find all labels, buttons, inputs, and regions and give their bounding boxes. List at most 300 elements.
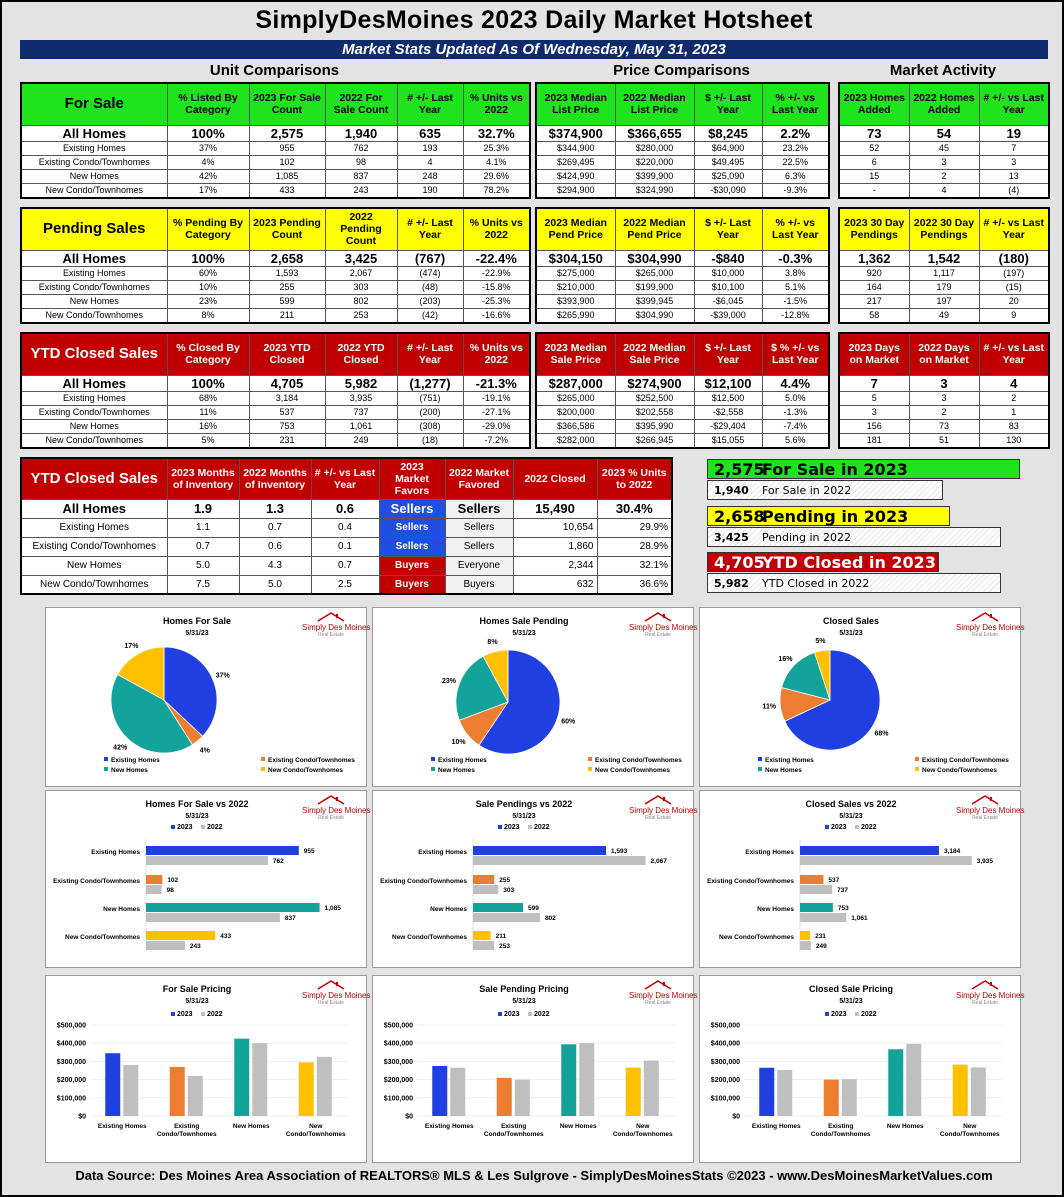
summary-bar	[707, 552, 939, 572]
pending-unit-table-header: Pending Sales	[21, 208, 167, 250]
table-cell: 1,362	[839, 250, 909, 266]
chart-svg	[373, 791, 698, 969]
table-cell: Sellers	[445, 499, 513, 518]
y-tick-label: $100,000	[710, 1095, 740, 1103]
table-cell: 2.5	[311, 575, 379, 594]
table-cell: 197	[909, 294, 979, 308]
table-cell: 68%	[167, 391, 249, 405]
bar-2023	[105, 1053, 120, 1116]
pending-unit-table-header: % Pending By Category	[167, 208, 249, 250]
table-cell: 5.0	[239, 575, 311, 594]
table-cell: 2,344	[513, 556, 597, 575]
table-cell: New Homes	[21, 419, 167, 433]
table-cell: 249	[325, 433, 397, 448]
chart-panel	[699, 790, 1025, 968]
table-cell: 15,490	[513, 499, 597, 518]
bar-data-label: 303	[503, 887, 515, 894]
category-label: Existing Homes	[751, 1123, 801, 1130]
table-cell: Everyone	[445, 556, 513, 575]
for_sale-price-table-header: $ +/- Last Year	[694, 83, 762, 125]
table-row	[21, 375, 530, 391]
logo-sub: Real Estate	[972, 815, 998, 821]
legend-swatch	[855, 1012, 859, 1016]
logo-name: Simply Des Moines	[956, 991, 1025, 1000]
market-favors-badge: Buyers	[379, 556, 445, 575]
legend-label: Existing Condo/Townhomes	[595, 757, 682, 764]
pie-data-label: 60%	[561, 718, 576, 726]
pie-data-label: 23%	[441, 677, 456, 685]
table-cell: 7	[839, 375, 909, 391]
table-cell: $344,900	[536, 141, 615, 155]
pending-activity-table	[838, 207, 1050, 324]
chart-svg	[373, 976, 698, 1164]
summary-value: 1,940	[714, 484, 749, 497]
category-label: Existing Condo/Townhomes	[156, 1123, 217, 1138]
legend-label: 2022	[861, 824, 877, 831]
table-row	[839, 155, 1049, 169]
table-cell: -19.1%	[463, 391, 530, 405]
table-row	[21, 141, 530, 155]
bar-data-label: 2,067	[650, 858, 667, 865]
y-tick-label: $500,000	[56, 1022, 86, 1030]
table-cell: $12,500	[694, 391, 762, 405]
logo-name: Simply Des Moines	[956, 623, 1025, 632]
table-row	[536, 280, 829, 294]
legend-swatch	[758, 767, 762, 771]
table-cell: 537	[249, 405, 325, 419]
table-cell: -9.3%	[762, 183, 829, 198]
legend-swatch	[201, 825, 205, 829]
table-cell: 231	[249, 433, 325, 448]
closed-unit-table-header: % Units vs 2022	[463, 333, 530, 375]
logo-sub: Real Estate	[645, 632, 671, 638]
closed-unit-table-header: 2022 YTD Closed	[325, 333, 397, 375]
table-cell: Sellers	[445, 537, 513, 556]
legend-label: 2023	[177, 1011, 193, 1018]
pie-data-label: 5%	[815, 637, 826, 645]
table-cell: 4	[909, 183, 979, 198]
table-cell: 2	[909, 169, 979, 183]
inventory-header: 2022 Months of Inventory	[239, 458, 311, 499]
legend-swatch	[528, 825, 532, 829]
market-favors-badge: Sellers	[379, 499, 445, 518]
table-cell: -15.8%	[463, 280, 530, 294]
chart-subtitle: 5/31/23	[185, 998, 209, 1005]
table-cell: 13	[979, 169, 1049, 183]
table-cell: $220,000	[615, 155, 694, 169]
chart-panel	[372, 975, 698, 1163]
logo-sub: Real Estate	[645, 1000, 671, 1006]
table-cell: (308)	[397, 419, 463, 433]
table-cell: 4	[397, 155, 463, 169]
legend-swatch	[915, 757, 919, 761]
closed-activity-table-header: 2022 Days on Market	[909, 333, 979, 375]
table-cell: $202,558	[615, 405, 694, 419]
table-cell: 49	[909, 308, 979, 323]
y-tick-label: $300,000	[56, 1058, 86, 1066]
table-cell: -$29,404	[694, 419, 762, 433]
chart-subtitle: 5/31/23	[839, 813, 863, 820]
table-row	[839, 308, 1049, 323]
bar-data-label: 231	[815, 933, 826, 940]
bar-2022	[450, 1068, 465, 1116]
category-label: Existing Condo/Townhomes	[483, 1123, 544, 1138]
legend-label: New Homes	[765, 767, 802, 774]
chart-panel	[372, 790, 698, 968]
summary-bar	[707, 459, 1020, 479]
bar-2023	[234, 1039, 249, 1116]
bar-data-label: 537	[828, 877, 840, 884]
table-row	[21, 308, 530, 323]
table-cell: $200,000	[536, 405, 615, 419]
table-cell: 3	[909, 155, 979, 169]
pie-data-label: 4%	[199, 747, 210, 755]
category-label: New Homes	[103, 906, 140, 913]
closed-price-table	[535, 332, 830, 449]
table-row	[536, 250, 829, 266]
table-cell: 0.7	[167, 537, 239, 556]
table-row	[21, 125, 530, 141]
table-cell: 1.9	[167, 499, 239, 518]
table-cell: New Condo/Townhomes	[21, 433, 167, 448]
for_sale-price-table-header: 2022 Median List Price	[615, 83, 694, 125]
bar-2023	[473, 903, 523, 912]
table-cell: (180)	[979, 250, 1049, 266]
table-cell: -1.5%	[762, 294, 829, 308]
logo-sub: Real Estate	[972, 632, 998, 638]
bar-2022	[800, 941, 811, 950]
inventory-header: 2022 Closed	[513, 458, 597, 499]
for_sale-activity-table	[838, 82, 1050, 199]
table-cell: 10%	[167, 280, 249, 294]
pending-unit-table	[20, 207, 531, 324]
y-tick-label: $500,000	[383, 1022, 413, 1030]
table-cell: 22.5%	[762, 155, 829, 169]
for_sale-price-table-header: 2023 Median List Price	[536, 83, 615, 125]
pending-price-table	[535, 207, 830, 324]
legend-swatch	[528, 1012, 532, 1016]
bar-data-label: 249	[815, 943, 827, 950]
bar-2023	[824, 1080, 839, 1116]
table-cell: $210,000	[536, 280, 615, 294]
inventory-header: # +/- vs Last Year	[311, 458, 379, 499]
table-row	[21, 155, 530, 169]
table-cell: All Homes	[21, 375, 167, 391]
pending-activity-table-header: 2023 30 Day Pendings	[839, 208, 909, 250]
chart-subtitle: 5/31/23	[839, 630, 863, 637]
bar-2023	[561, 1044, 576, 1116]
closed-price-table-header: $ % +/- vs Last Year	[762, 333, 829, 375]
table-cell: (767)	[397, 250, 463, 266]
chart-title: Closed Sales	[822, 616, 880, 626]
table-cell: 6	[839, 155, 909, 169]
bar-data-label: 802	[544, 915, 556, 922]
category-label: Existing Condo/Townhomes	[707, 878, 794, 885]
table-row	[21, 499, 672, 518]
table-cell: 753	[249, 419, 325, 433]
closed-activity-table	[838, 332, 1050, 449]
data-source-footer: Data Source: Des Moines Area Association of REALTORS® MLS & Les Sulgrove - SimplyDesMoinesStats ©2023 - www.DesMoinesMarketValues.com	[75, 1168, 993, 1183]
table-cell: (4)	[979, 183, 1049, 198]
table-cell: 32.7%	[463, 125, 530, 141]
category-label: New Homes	[757, 906, 794, 913]
inventory-table	[20, 457, 673, 595]
legend-label: Existing Homes	[438, 757, 487, 764]
legend-label: 2023	[831, 824, 847, 831]
table-cell: 29.9%	[597, 518, 672, 537]
legend-label: New Condo/Townhomes	[595, 767, 670, 774]
table-row	[536, 183, 829, 198]
bar-2023	[473, 846, 606, 855]
table-cell: 10,654	[513, 518, 597, 537]
table-cell: 25.3%	[463, 141, 530, 155]
pending-price-table-header: 2022 Median Pend Price	[615, 208, 694, 250]
table-cell: 1,117	[909, 266, 979, 280]
table-cell: 9	[979, 308, 1049, 323]
summary-bar	[707, 573, 1001, 593]
table-cell: -$2,558	[694, 405, 762, 419]
summary-value: 2,575	[714, 460, 765, 479]
bar-data-label: 737	[837, 887, 849, 894]
legend-swatch	[104, 767, 108, 771]
bar-2022	[146, 856, 268, 865]
table-cell: 3,184	[249, 391, 325, 405]
table-cell: 4,705	[249, 375, 325, 391]
table-cell: New Condo/Townhomes	[21, 308, 167, 323]
table-cell: 3,425	[325, 250, 397, 266]
table-cell: 433	[249, 183, 325, 198]
for_sale-price-table-header: % +/- vs Last Year	[762, 83, 829, 125]
table-cell: 3,935	[325, 391, 397, 405]
chart-panel	[699, 607, 1025, 787]
table-cell: 51	[909, 433, 979, 448]
table-cell: Existing Condo/Townhomes	[21, 280, 167, 294]
summary-bar	[707, 480, 943, 500]
summary-bar	[707, 506, 950, 526]
chart-title: For Sale Pricing	[162, 984, 232, 994]
table-cell: 2,658	[249, 250, 325, 266]
table-cell: (42)	[397, 308, 463, 323]
chart-title: Homes For Sale vs 2022	[145, 799, 249, 809]
bar-2022	[317, 1057, 332, 1116]
inventory-header: YTD Closed Sales	[21, 458, 167, 499]
table-cell: (18)	[397, 433, 463, 448]
table-cell: New Homes	[21, 556, 167, 575]
table-cell: Existing Homes	[21, 266, 167, 280]
chart-title: Sale Pendings vs 2022	[475, 799, 573, 809]
table-row	[21, 405, 530, 419]
price-comparisons-heading: Price Comparisons	[613, 62, 750, 79]
bar-2022	[146, 913, 280, 922]
summary-bar	[707, 527, 1001, 547]
inventory-header: 2022 Market Favored	[445, 458, 513, 499]
bar-2023	[953, 1065, 968, 1116]
chart-subtitle: 5/31/23	[512, 998, 536, 1005]
pie-data-label: 37%	[215, 672, 230, 680]
for_sale-unit-table	[20, 82, 531, 199]
pending-price-table-header: $ +/- Last Year	[694, 208, 762, 250]
table-row	[839, 125, 1049, 141]
pie-data-label: 11%	[762, 703, 777, 711]
table-row	[839, 419, 1049, 433]
table-cell: $269,495	[536, 155, 615, 169]
table-cell: 100%	[167, 125, 249, 141]
legend-label: 2023	[831, 1011, 847, 1018]
chart-panel	[372, 607, 698, 787]
chart-title: Homes For Sale	[162, 616, 232, 626]
table-cell: 4.4%	[762, 375, 829, 391]
table-cell: 4.3	[239, 556, 311, 575]
table-row	[21, 537, 672, 556]
bar-2022	[252, 1043, 267, 1116]
table-cell: 4	[979, 375, 1049, 391]
table-cell: 164	[839, 280, 909, 294]
for_sale-unit-table-header: 2022 For Sale Count	[325, 83, 397, 125]
table-cell: 73	[909, 419, 979, 433]
table-cell: 1,593	[249, 266, 325, 280]
chart-panel	[699, 975, 1025, 1163]
closed-unit-table-header: YTD Closed Sales	[21, 333, 167, 375]
legend-label: 2022	[207, 1011, 223, 1018]
table-cell: 0.6	[239, 537, 311, 556]
table-cell: 7.5	[167, 575, 239, 594]
legend-swatch	[104, 757, 108, 761]
table-cell: 762	[325, 141, 397, 155]
chart-subtitle: 5/31/23	[512, 630, 536, 637]
category-label: New Homes	[886, 1123, 924, 1130]
category-label: New Homes	[430, 906, 467, 913]
table-cell: Existing Homes	[21, 518, 167, 537]
table-cell: $324,990	[615, 183, 694, 198]
for_sale-unit-table-header: % Units vs 2022	[463, 83, 530, 125]
table-cell: 8%	[167, 308, 249, 323]
table-cell: 211	[249, 308, 325, 323]
table-cell: $10,100	[694, 280, 762, 294]
table-cell: 5	[839, 391, 909, 405]
bar-data-label: 433	[220, 933, 232, 940]
table-cell: (751)	[397, 391, 463, 405]
table-cell: 0.6	[311, 499, 379, 518]
category-label: New Condo/Townhomes	[612, 1123, 673, 1138]
table-cell: $399,900	[615, 169, 694, 183]
table-cell: Existing Homes	[21, 391, 167, 405]
table-row	[21, 294, 530, 308]
bar-data-label: 1,593	[610, 848, 628, 855]
table-cell: 28.9%	[597, 537, 672, 556]
table-cell: 248	[397, 169, 463, 183]
table-cell: All Homes	[21, 125, 167, 141]
table-cell: $25,090	[694, 169, 762, 183]
table-cell: 181	[839, 433, 909, 448]
table-cell: 3	[839, 405, 909, 419]
market-favors-badge: Sellers	[379, 518, 445, 537]
chart-svg	[46, 791, 371, 969]
summary-value: 2,658	[714, 507, 765, 526]
pending-unit-table-header: # +/- Last Year	[397, 208, 463, 250]
table-cell: 100%	[167, 250, 249, 266]
pending-unit-table-header: % Units vs 2022	[463, 208, 530, 250]
table-cell: 635	[397, 125, 463, 141]
table-row	[839, 183, 1049, 198]
table-cell: 2.2%	[762, 125, 829, 141]
table-cell: 100%	[167, 375, 249, 391]
table-cell: 3	[909, 391, 979, 405]
table-cell: New Condo/Townhomes	[21, 183, 167, 198]
category-label: Existing Homes	[745, 849, 794, 856]
table-row	[21, 518, 672, 537]
table-cell: 4.1%	[463, 155, 530, 169]
table-row	[536, 141, 829, 155]
table-cell: 1	[979, 405, 1049, 419]
table-cell: -22.4%	[463, 250, 530, 266]
closed-price-table-header: $ +/- Last Year	[694, 333, 762, 375]
unit-comparisons-heading: Unit Comparisons	[209, 62, 340, 79]
table-cell: -12.8%	[762, 308, 829, 323]
y-tick-label: $200,000	[710, 1077, 740, 1085]
bar-2022	[800, 856, 972, 865]
pie-data-label: 68%	[874, 730, 889, 738]
legend-label: 2023	[504, 824, 520, 831]
pie-data-label: 42%	[113, 744, 128, 752]
table-cell: $304,990	[615, 250, 694, 266]
bar-2022	[906, 1044, 921, 1116]
table-cell: -27.1%	[463, 405, 530, 419]
inventory-header: 2023 Months of Inventory	[167, 458, 239, 499]
table-cell: 737	[325, 405, 397, 419]
bar-2022	[800, 885, 832, 894]
legend-label: Existing Homes	[765, 757, 814, 764]
table-cell: Existing Condo/Townhomes	[21, 155, 167, 169]
for_sale-activity-table-header: 2022 Homes Added	[909, 83, 979, 125]
table-cell: $15,055	[694, 433, 762, 448]
table-row	[839, 433, 1049, 448]
bar-2023	[497, 1078, 512, 1116]
bar-2022	[515, 1080, 530, 1116]
table-cell: $199,900	[615, 280, 694, 294]
table-cell: $265,000	[536, 391, 615, 405]
bar-data-label: 753	[837, 905, 849, 912]
bar-2022	[146, 941, 185, 950]
category-label: Existing Condo/Townhomes	[810, 1123, 871, 1138]
closed-unit-table-header: # +/- Last Year	[397, 333, 463, 375]
table-row	[839, 169, 1049, 183]
chart-panel	[45, 607, 371, 787]
table-cell: -0.3%	[762, 250, 829, 266]
table-cell: Existing Homes	[21, 141, 167, 155]
legend-swatch	[431, 767, 435, 771]
legend-label: 2022	[534, 824, 550, 831]
table-row	[21, 391, 530, 405]
logo-name: Simply Des Moines	[956, 806, 1025, 815]
table-cell: $265,990	[536, 308, 615, 323]
table-cell: Existing Condo/Townhomes	[21, 405, 167, 419]
bar-data-label: 1,061	[851, 915, 868, 922]
category-label: New Condo/Townhomes	[719, 934, 794, 941]
table-cell: -21.3%	[463, 375, 530, 391]
logo-sub: Real Estate	[645, 815, 671, 821]
table-cell: Existing Condo/Townhomes	[21, 537, 167, 556]
table-cell: 1.1	[167, 518, 239, 537]
table-cell: 30.4%	[597, 499, 672, 518]
y-tick-label: $300,000	[383, 1058, 413, 1066]
table-cell: $395,990	[615, 419, 694, 433]
table-cell: $374,900	[536, 125, 615, 141]
table-cell: 78.2%	[463, 183, 530, 198]
pending-price-table-header: 2023 Median Pend Price	[536, 208, 615, 250]
table-cell: 955	[249, 141, 325, 155]
market-favors-badge: Sellers	[379, 537, 445, 556]
legend-label: 2023	[177, 824, 193, 831]
